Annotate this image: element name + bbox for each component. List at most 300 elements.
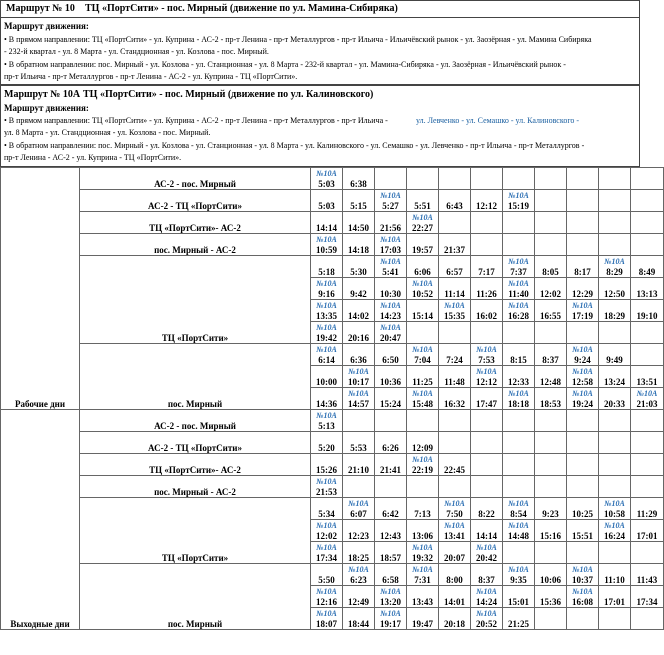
route-10a-tag: №10А [316, 411, 337, 420]
departure-time [311, 169, 342, 189]
time-value: 6:38 [350, 179, 367, 189]
departure-time-cell [471, 190, 503, 212]
departure-time-cell [375, 388, 407, 410]
departure-time-cell [311, 168, 343, 190]
time-value: 9:35 [510, 575, 527, 585]
time-value: 7:04 [414, 355, 431, 365]
time-value: 12:48 [540, 377, 561, 387]
departure-time [343, 267, 374, 277]
departure-time [503, 355, 534, 365]
departure-time-cell [311, 322, 343, 344]
time-value: 9:42 [350, 289, 367, 299]
departure-time [375, 531, 406, 541]
time-value: 15:16 [540, 531, 561, 541]
empty-cell [535, 608, 567, 630]
stop-direction-label: АС-2 - ТЦ «ПортСити» [80, 432, 311, 454]
departure-time-cell [503, 498, 535, 520]
route10-header [0, 0, 640, 18]
schedule-row [1, 190, 664, 212]
departure-time-cell [567, 366, 599, 388]
departure-time-cell [311, 476, 343, 498]
route-10a-tag: №10А [444, 499, 465, 508]
route-10a-tag: №10А [476, 367, 497, 376]
departure-time [311, 235, 342, 255]
time-value: 15:01 [508, 597, 529, 607]
time-value: 20:52 [476, 619, 497, 629]
time-value: 10:52 [412, 289, 433, 299]
empty-cell [631, 234, 664, 256]
departure-time [311, 399, 342, 409]
empty-cell [567, 168, 599, 190]
departure-time [503, 499, 534, 519]
route-10a-tag: №10А [348, 367, 369, 376]
departure-time-cell [311, 542, 343, 564]
departure-time-cell [535, 564, 567, 586]
departure-time-cell [375, 234, 407, 256]
departure-time [407, 565, 438, 585]
departure-time [567, 289, 598, 299]
empty-cell [599, 432, 631, 454]
route-10a-tag: №10А [380, 191, 401, 200]
departure-time [567, 267, 598, 277]
time-value: 6:23 [350, 575, 367, 585]
time-value: 18:18 [508, 399, 529, 409]
departure-time [471, 267, 502, 277]
departure-time [343, 443, 374, 453]
departure-time-cell [535, 300, 567, 322]
departure-time-cell [439, 454, 471, 476]
route10-line1: • В прямом направлении: ТЦ «ПортСити» - ул. Куприна - АС-2 - пр-т Ленина - пр-т Металлургов - пр-т Ильича - Ильичёвский рынок - ул. Заозёрная - ул. Мамина Сибиряка [4, 35, 592, 44]
time-value: 15:19 [508, 201, 529, 211]
stop-direction-label: ТЦ «ПортСити» [80, 256, 311, 344]
route-10a-tag: №10А [444, 301, 465, 310]
empty-cell [631, 410, 664, 432]
departure-time [343, 597, 374, 607]
time-value: 14:36 [316, 399, 337, 409]
schedule-row [1, 476, 664, 498]
departure-time [439, 201, 470, 211]
departure-time-cell [311, 564, 343, 586]
time-value: 21:56 [380, 223, 401, 233]
departure-time [631, 311, 663, 321]
departure-time [375, 355, 406, 365]
empty-cell [631, 476, 664, 498]
departure-time [631, 531, 663, 541]
departure-time [631, 267, 663, 277]
schedule-row [1, 234, 664, 256]
departure-time [375, 609, 406, 629]
empty-cell [535, 410, 567, 432]
time-value: 10:37 [572, 575, 593, 585]
schedule-row [1, 454, 664, 476]
departure-time [439, 245, 470, 255]
departure-time-cell [343, 234, 375, 256]
departure-time [311, 377, 342, 387]
departure-time-cell [375, 498, 407, 520]
empty-cell [599, 410, 631, 432]
time-value: 12:29 [572, 289, 593, 299]
departure-time [599, 499, 630, 519]
time-value: 12:16 [316, 597, 337, 607]
departure-time [439, 575, 470, 585]
departure-time-cell [407, 300, 439, 322]
departure-time [407, 531, 438, 541]
departure-time [311, 345, 342, 365]
empty-cell [567, 432, 599, 454]
departure-time-cell [503, 366, 535, 388]
time-value: 20:07 [444, 553, 465, 563]
departure-time [343, 499, 374, 519]
departure-time [535, 267, 566, 277]
departure-time [375, 465, 406, 475]
departure-time-cell [311, 388, 343, 410]
departure-time [567, 509, 598, 519]
time-value: 15:51 [572, 531, 593, 541]
route10a-line2: ул. 8 Марта - ул. Стандционная - ул. Козлова - пос. Мирный. [4, 128, 211, 137]
departure-time-cell [599, 366, 631, 388]
route-10a-tag: №10А [572, 389, 593, 398]
time-value: 8:37 [542, 355, 559, 365]
time-value: 14:24 [476, 597, 497, 607]
time-value: 11:25 [412, 377, 433, 387]
empty-cell [535, 168, 567, 190]
time-value: 9:49 [606, 355, 623, 365]
route-10a-tag: №10А [636, 389, 658, 398]
departure-time [311, 279, 342, 299]
route-10a-tag: №10А [508, 301, 529, 310]
departure-time [631, 597, 663, 607]
departure-time [375, 257, 406, 277]
departure-time-cell [311, 410, 343, 432]
time-value: 18:07 [316, 619, 337, 629]
departure-time-cell [567, 344, 599, 366]
time-value: 18:53 [540, 399, 561, 409]
departure-time [503, 597, 534, 607]
empty-cell [503, 212, 535, 234]
departure-time-cell [311, 278, 343, 300]
time-value: 8:49 [638, 267, 656, 277]
departure-time-cell [439, 300, 471, 322]
departure-time-cell [503, 344, 535, 366]
departure-time-cell [599, 520, 631, 542]
route10-line4: пр-т Ильича - пр-т Металлургов - пр-т Ленина - АС-2 - ул. Куприна - ТЦ «ПортСити». [4, 72, 298, 81]
departure-time [439, 399, 470, 409]
departure-time [439, 289, 470, 299]
departure-time [599, 575, 630, 585]
departure-time-cell [311, 212, 343, 234]
time-value: 12:12 [476, 377, 497, 387]
departure-time [343, 311, 374, 321]
departure-time-cell [343, 278, 375, 300]
empty-cell [535, 212, 567, 234]
departure-time [343, 619, 374, 629]
time-value: 5:03 [318, 179, 335, 189]
departure-time [375, 323, 406, 343]
empty-cell [535, 432, 567, 454]
departure-time-cell [407, 564, 439, 586]
time-value: 8:54 [510, 509, 527, 519]
departure-time-cell [631, 256, 664, 278]
time-value: 14:18 [348, 245, 369, 255]
route-10a-tag: №10А [476, 543, 497, 552]
stop-direction-label: ТЦ «ПортСити»- АС-2 [80, 212, 311, 234]
time-value: 9:23 [542, 509, 559, 519]
time-value: 15:35 [444, 311, 465, 321]
empty-cell [567, 234, 599, 256]
departure-time-cell [311, 454, 343, 476]
empty-cell [599, 542, 631, 564]
empty-cell [599, 608, 631, 630]
time-value: 8:37 [478, 575, 495, 585]
time-value: 13:06 [412, 531, 433, 541]
departure-time-cell [343, 454, 375, 476]
stop-direction-label: АС-2 - пос. Мирный [80, 410, 311, 432]
empty-cell [631, 168, 664, 190]
time-value: 20:16 [348, 333, 369, 343]
empty-cell [599, 234, 631, 256]
departure-time [567, 389, 598, 409]
time-value: 17:34 [636, 597, 658, 607]
departure-time-cell [439, 608, 471, 630]
departure-time [471, 289, 502, 299]
departure-time [535, 509, 566, 519]
departure-time [343, 289, 374, 299]
departure-time-cell [631, 498, 664, 520]
empty-cell [567, 410, 599, 432]
departure-time [439, 465, 470, 475]
departure-time [567, 587, 598, 607]
time-value: 13:41 [444, 531, 465, 541]
departure-time-cell [343, 432, 375, 454]
departure-time-cell [375, 608, 407, 630]
time-value: 18:29 [604, 311, 625, 321]
time-value: 22:27 [412, 223, 433, 233]
empty-cell [439, 322, 471, 344]
time-value: 10:25 [572, 509, 593, 519]
empty-cell [503, 542, 535, 564]
time-value: 19:47 [412, 619, 433, 629]
empty-cell [343, 410, 375, 432]
departure-time-cell [567, 256, 599, 278]
departure-time-cell [343, 190, 375, 212]
departure-time [535, 597, 566, 607]
departure-time-cell [535, 498, 567, 520]
schedule-row [1, 168, 664, 190]
empty-cell [535, 190, 567, 212]
route-10a-tag: №10А [476, 587, 497, 596]
departure-time-cell [471, 564, 503, 586]
route-10a-tag: №10А [412, 455, 433, 464]
departure-time-cell [471, 344, 503, 366]
time-value: 10:58 [604, 509, 625, 519]
time-value: 16:32 [444, 399, 465, 409]
departure-time [375, 443, 406, 453]
departure-time [471, 345, 502, 365]
departure-time [567, 367, 598, 387]
empty-cell [631, 322, 664, 344]
route-10a-tag: №10А [316, 477, 337, 486]
departure-time-cell [599, 256, 631, 278]
route-10a-tag: №10А [444, 521, 465, 530]
route-10a-tag: №10А [380, 257, 401, 266]
time-value: 13:20 [380, 597, 401, 607]
time-value: 7:37 [510, 267, 527, 277]
departure-time-cell [535, 344, 567, 366]
departure-time [535, 289, 566, 299]
empty-cell [599, 190, 631, 212]
empty-cell [439, 168, 471, 190]
departure-time-cell [631, 564, 664, 586]
departure-time-cell [343, 564, 375, 586]
departure-time [599, 377, 630, 387]
time-value: 12:33 [508, 377, 529, 387]
empty-cell [407, 410, 439, 432]
time-value: 8:15 [510, 355, 527, 365]
departure-time-cell [407, 542, 439, 564]
departure-time-cell [535, 256, 567, 278]
departure-time-cell [407, 454, 439, 476]
time-value: 16:55 [540, 311, 561, 321]
departure-time-cell [439, 366, 471, 388]
route10-movement-label: Маршрут движения: [4, 21, 89, 31]
departure-time-cell [567, 564, 599, 586]
departure-time [375, 223, 406, 233]
departure-time-cell [311, 366, 343, 388]
time-value: 6:14 [318, 355, 335, 365]
departure-time-cell [567, 520, 599, 542]
time-value: 12:49 [348, 597, 369, 607]
time-value: 11:43 [636, 575, 658, 585]
departure-time-cell [343, 366, 375, 388]
empty-cell [631, 454, 664, 476]
time-value: 21:25 [508, 619, 529, 629]
time-value: 15:48 [412, 399, 433, 409]
route-10a-tag: №10А [348, 499, 369, 508]
time-value: 14:48 [508, 531, 529, 541]
departure-time [471, 587, 502, 607]
route-10a-tag: №10А [316, 521, 337, 530]
time-value: 22:19 [412, 465, 433, 475]
empty-cell [535, 322, 567, 344]
departure-time-cell [375, 190, 407, 212]
departure-time-cell [407, 520, 439, 542]
empty-cell [503, 234, 535, 256]
time-value: 21:53 [316, 487, 337, 497]
departure-time [343, 367, 374, 387]
empty-cell [599, 476, 631, 498]
departure-time-cell [439, 586, 471, 608]
time-value: 21:37 [444, 245, 465, 255]
time-value: 5:20 [318, 443, 335, 453]
departure-time [407, 311, 438, 321]
empty-cell [535, 542, 567, 564]
schedule-row [1, 564, 664, 586]
empty-cell [471, 476, 503, 498]
departure-time-cell [439, 498, 471, 520]
time-value: 21:41 [380, 465, 401, 475]
time-value: 11:29 [636, 509, 658, 519]
empty-cell [535, 454, 567, 476]
departure-time [599, 289, 630, 299]
departure-time [599, 257, 630, 277]
time-value: 14:57 [348, 399, 369, 409]
departure-time [311, 477, 342, 497]
departure-time-cell [567, 498, 599, 520]
departure-time-cell [599, 344, 631, 366]
departure-time [471, 575, 502, 585]
departure-time-cell [599, 586, 631, 608]
stop-direction-label: АС-2 - ТЦ «ПортСити» [80, 190, 311, 212]
departure-time [407, 597, 438, 607]
time-value: 6:57 [446, 267, 463, 277]
departure-time [567, 345, 598, 365]
departure-time-cell [311, 520, 343, 542]
departure-time-cell [439, 520, 471, 542]
departure-time-cell [439, 344, 471, 366]
time-value: 12:23 [348, 531, 369, 541]
departure-time [503, 191, 534, 211]
departure-time [343, 201, 374, 211]
route-10a-tag: №10А [380, 235, 401, 244]
empty-cell [535, 234, 567, 256]
time-value: 6:36 [350, 355, 367, 365]
departure-time-cell [599, 300, 631, 322]
time-value: 5:27 [382, 201, 399, 211]
empty-cell [471, 410, 503, 432]
empty-cell [567, 212, 599, 234]
departure-time-cell [471, 608, 503, 630]
time-value: 20:18 [444, 619, 465, 629]
route-10a-tag: №10А [316, 301, 337, 310]
time-value: 5:51 [414, 201, 431, 211]
time-value: 5:15 [350, 201, 367, 211]
stop-direction-label: пос. Мирный - АС-2 [80, 234, 311, 256]
departure-time [311, 267, 342, 277]
time-value: 12:58 [572, 377, 593, 387]
empty-cell [407, 476, 439, 498]
departure-time-cell [503, 388, 535, 410]
departure-time [535, 355, 566, 365]
empty-cell [599, 168, 631, 190]
departure-time [407, 543, 438, 563]
time-value: 19:17 [380, 619, 401, 629]
departure-time [407, 345, 438, 365]
route-10a-tag: №10А [604, 499, 625, 508]
departure-time [311, 201, 342, 211]
departure-time-cell [631, 586, 664, 608]
time-value: 12:02 [540, 289, 561, 299]
route-10a-tag: №10А [380, 301, 401, 310]
empty-cell [471, 322, 503, 344]
time-value: 6:50 [382, 355, 399, 365]
schedule-row [1, 256, 664, 278]
time-value: 5:03 [318, 201, 335, 211]
departure-time [407, 509, 438, 519]
time-value: 18:44 [348, 619, 369, 629]
time-value: 17:34 [316, 553, 337, 563]
time-value: 11:48 [444, 377, 465, 387]
time-value: 12:50 [604, 289, 625, 299]
time-value: 19:32 [412, 553, 433, 563]
departure-time [439, 377, 470, 387]
time-value: 10:36 [380, 377, 401, 387]
departure-time-cell [311, 190, 343, 212]
departure-time-cell [471, 256, 503, 278]
departure-time-cell [631, 388, 664, 410]
time-value: 15:36 [540, 597, 561, 607]
departure-time [439, 597, 470, 607]
time-value: 16:24 [604, 531, 625, 541]
